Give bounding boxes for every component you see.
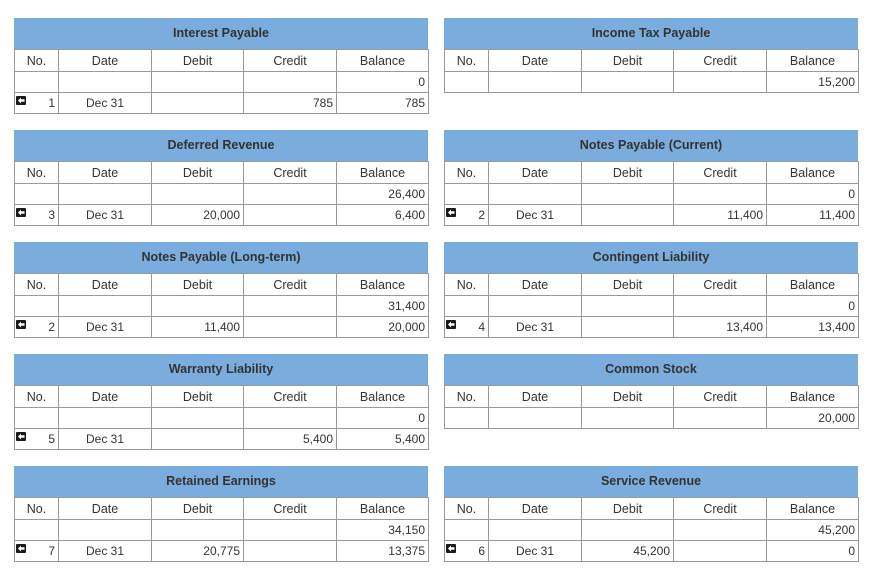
cell-balance[interactable]: 20,000 [337, 317, 429, 338]
cell-date[interactable] [489, 408, 582, 429]
column-header-date: Date [489, 50, 582, 72]
table-row [445, 296, 859, 317]
back-arrow-icon[interactable] [446, 208, 456, 217]
cell-no [15, 520, 59, 541]
column-header-balance: Balance [767, 274, 859, 296]
cell-no [445, 317, 489, 338]
table-row [15, 93, 429, 114]
cell-debit[interactable] [152, 93, 244, 114]
ledger-interest-payable [14, 18, 428, 114]
column-header-credit: Credit [244, 274, 337, 296]
cell-balance[interactable]: 26,400 [337, 184, 429, 205]
cell-date[interactable] [489, 72, 582, 93]
ledger-income-tax-payable [444, 18, 858, 93]
ledger-title: Warranty Liability [14, 354, 428, 385]
table-row [15, 408, 429, 429]
header-row [445, 162, 859, 184]
column-header-credit: Credit [674, 50, 767, 72]
cell-debit[interactable] [152, 72, 244, 93]
cell-credit[interactable] [244, 520, 337, 541]
ledger-retained-earnings [14, 466, 428, 562]
column-header-balance: Balance [767, 498, 859, 520]
cell-no [15, 72, 59, 93]
column-header-debit: Debit [152, 386, 244, 408]
cell-debit[interactable] [582, 72, 674, 93]
column-header-balance: Balance [767, 386, 859, 408]
entry-number: 4 [478, 320, 485, 334]
ledger-table [444, 161, 859, 226]
ledger-warranty-liability [14, 354, 428, 450]
cell-date[interactable] [59, 520, 152, 541]
ledger-table [14, 273, 429, 338]
column-header-no: No. [445, 274, 489, 296]
cell-credit[interactable] [244, 408, 337, 429]
ledger-table [444, 273, 859, 338]
column-header-date: Date [489, 498, 582, 520]
column-header-date: Date [489, 386, 582, 408]
cell-credit[interactable]: 5,400 [244, 429, 337, 450]
ledger-table [444, 497, 859, 562]
column-header-no: No. [445, 386, 489, 408]
cell-no [15, 205, 59, 226]
ledger-table [444, 49, 859, 93]
cell-credit[interactable] [244, 541, 337, 562]
entry-number: 2 [478, 208, 485, 222]
ledger-title: Contingent Liability [444, 242, 858, 273]
cell-no [445, 408, 489, 429]
header-row [445, 386, 859, 408]
cell-debit[interactable]: 11,400 [152, 317, 244, 338]
column-header-debit: Debit [582, 274, 674, 296]
ledger-notes-payable-long-term [14, 242, 428, 338]
column-header-date: Date [59, 386, 152, 408]
cell-credit[interactable]: 785 [244, 93, 337, 114]
ledger-table [14, 161, 429, 226]
cell-balance[interactable]: 0 [767, 296, 859, 317]
cell-date[interactable]: Dec 31 [59, 541, 152, 562]
column-header-balance: Balance [767, 50, 859, 72]
column-header-debit: Debit [152, 162, 244, 184]
cell-debit[interactable] [152, 429, 244, 450]
cell-balance[interactable]: 13,375 [337, 541, 429, 562]
entry-number: 3 [48, 208, 55, 222]
table-row [445, 205, 859, 226]
cell-balance[interactable]: 11,400 [767, 205, 859, 226]
header-row [15, 274, 429, 296]
ledger-title: Common Stock [444, 354, 858, 385]
cell-date[interactable]: Dec 31 [489, 317, 582, 338]
back-arrow-icon[interactable] [16, 544, 26, 553]
cell-debit[interactable] [152, 296, 244, 317]
column-header-date: Date [59, 498, 152, 520]
ledger-table [14, 385, 429, 450]
cell-no [15, 429, 59, 450]
cell-no [445, 184, 489, 205]
cell-no [445, 296, 489, 317]
cell-debit[interactable] [152, 408, 244, 429]
cell-debit[interactable] [152, 520, 244, 541]
column-header-no: No. [445, 50, 489, 72]
column-header-no: No. [15, 162, 59, 184]
column-header-no: No. [445, 162, 489, 184]
column-header-credit: Credit [674, 162, 767, 184]
ledger-table [444, 385, 859, 429]
cell-date[interactable]: Dec 31 [489, 541, 582, 562]
table-row [15, 205, 429, 226]
ledger-deferred-revenue [14, 130, 428, 226]
column-header-balance: Balance [337, 386, 429, 408]
ledger-title: Income Tax Payable [444, 18, 858, 49]
table-row [15, 520, 429, 541]
cell-debit[interactable] [152, 184, 244, 205]
cell-credit[interactable] [244, 205, 337, 226]
table-row [15, 541, 429, 562]
header-row [445, 274, 859, 296]
column-header-balance: Balance [767, 162, 859, 184]
column-header-date: Date [59, 274, 152, 296]
cell-balance[interactable]: 0 [337, 72, 429, 93]
ledger-title: Deferred Revenue [14, 130, 428, 161]
column-header-date: Date [59, 50, 152, 72]
column-header-no: No. [445, 498, 489, 520]
cell-no [15, 296, 59, 317]
column-header-balance: Balance [337, 498, 429, 520]
ledger-title: Notes Payable (Long-term) [14, 242, 428, 273]
cell-balance[interactable]: 0 [767, 541, 859, 562]
cell-date[interactable]: Dec 31 [59, 93, 152, 114]
table-row [15, 296, 429, 317]
column-header-balance: Balance [337, 50, 429, 72]
cell-debit[interactable] [582, 296, 674, 317]
cell-date[interactable] [59, 72, 152, 93]
cell-date[interactable]: Dec 31 [59, 317, 152, 338]
entry-number: 2 [48, 320, 55, 334]
column-header-debit: Debit [582, 162, 674, 184]
cell-no [15, 184, 59, 205]
column-header-credit: Credit [244, 50, 337, 72]
cell-date[interactable] [489, 184, 582, 205]
cell-no [445, 205, 489, 226]
column-header-debit: Debit [582, 386, 674, 408]
header-row [15, 50, 429, 72]
cell-no [15, 408, 59, 429]
cell-no [15, 317, 59, 338]
cell-no [445, 520, 489, 541]
ledger-contingent-liability [444, 242, 858, 338]
ledger-title: Service Revenue [444, 466, 858, 497]
column-header-date: Date [489, 162, 582, 184]
column-header-no: No. [15, 386, 59, 408]
column-header-date: Date [489, 274, 582, 296]
table-row [15, 72, 429, 93]
cell-date[interactable]: Dec 31 [59, 205, 152, 226]
cell-balance[interactable]: 34,150 [337, 520, 429, 541]
back-arrow-icon[interactable] [446, 544, 456, 553]
cell-balance[interactable]: 31,400 [337, 296, 429, 317]
table-row [15, 429, 429, 450]
cell-date[interactable] [59, 408, 152, 429]
cell-debit[interactable] [582, 317, 674, 338]
column-header-credit: Credit [674, 274, 767, 296]
header-row [15, 162, 429, 184]
table-row [15, 184, 429, 205]
cell-balance[interactable]: 785 [337, 93, 429, 114]
cell-credit[interactable] [674, 296, 767, 317]
cell-credit[interactable] [674, 408, 767, 429]
cell-debit[interactable] [582, 520, 674, 541]
cell-no [15, 541, 59, 562]
back-arrow-icon[interactable] [16, 320, 26, 329]
cell-credit[interactable] [674, 520, 767, 541]
cell-no [445, 72, 489, 93]
cell-credit[interactable] [244, 72, 337, 93]
cell-date[interactable]: Dec 31 [59, 429, 152, 450]
back-arrow-icon[interactable] [16, 432, 26, 441]
cell-no [15, 93, 59, 114]
table-row [15, 317, 429, 338]
column-header-credit: Credit [674, 498, 767, 520]
ledger-notes-payable-current [444, 130, 858, 226]
cell-credit[interactable] [674, 541, 767, 562]
cell-credit[interactable] [674, 72, 767, 93]
header-row [445, 50, 859, 72]
table-row [445, 408, 859, 429]
cell-credit[interactable] [244, 184, 337, 205]
cell-debit[interactable] [582, 205, 674, 226]
column-header-date: Date [59, 162, 152, 184]
cell-no [445, 541, 489, 562]
cell-date[interactable] [59, 296, 152, 317]
ledger-title: Retained Earnings [14, 466, 428, 497]
cell-debit[interactable] [582, 184, 674, 205]
ledger-title: Notes Payable (Current) [444, 130, 858, 161]
cell-balance[interactable]: 45,200 [767, 520, 859, 541]
cell-debit[interactable] [582, 408, 674, 429]
ledger-table [14, 49, 429, 114]
cell-credit[interactable] [674, 184, 767, 205]
column-header-credit: Credit [244, 386, 337, 408]
cell-credit[interactable]: 13,400 [674, 317, 767, 338]
cell-balance[interactable]: 20,000 [767, 408, 859, 429]
column-header-debit: Debit [152, 274, 244, 296]
ledger-title: Interest Payable [14, 18, 428, 49]
column-header-credit: Credit [244, 498, 337, 520]
table-row [445, 520, 859, 541]
back-arrow-icon[interactable] [446, 320, 456, 329]
cell-credit[interactable]: 11,400 [674, 205, 767, 226]
cell-date[interactable]: Dec 31 [489, 205, 582, 226]
column-header-no: No. [15, 498, 59, 520]
entry-number: 1 [48, 96, 55, 110]
ledger-table [14, 497, 429, 562]
cell-credit[interactable] [244, 296, 337, 317]
back-arrow-icon[interactable] [16, 96, 26, 105]
column-header-debit: Debit [582, 498, 674, 520]
column-header-balance: Balance [337, 274, 429, 296]
entry-number: 5 [48, 432, 55, 446]
entry-number: 7 [48, 544, 55, 558]
cell-balance[interactable]: 0 [767, 184, 859, 205]
cell-date[interactable] [489, 520, 582, 541]
column-header-debit: Debit [582, 50, 674, 72]
cell-balance[interactable]: 6,400 [337, 205, 429, 226]
cell-date[interactable] [489, 296, 582, 317]
column-header-credit: Credit [674, 386, 767, 408]
cell-debit[interactable]: 20,000 [152, 205, 244, 226]
table-row [445, 317, 859, 338]
cell-balance[interactable]: 13,400 [767, 317, 859, 338]
column-header-debit: Debit [152, 498, 244, 520]
column-header-balance: Balance [337, 162, 429, 184]
header-row [15, 498, 429, 520]
table-row [445, 72, 859, 93]
cell-balance[interactable]: 0 [337, 408, 429, 429]
column-header-no: No. [15, 50, 59, 72]
ledger-common-stock [444, 354, 858, 429]
cell-debit[interactable]: 45,200 [582, 541, 674, 562]
cell-credit[interactable] [244, 317, 337, 338]
header-row [15, 386, 429, 408]
header-row [445, 498, 859, 520]
entry-number: 6 [478, 544, 485, 558]
cell-date[interactable] [59, 184, 152, 205]
cell-balance[interactable]: 5,400 [337, 429, 429, 450]
back-arrow-icon[interactable] [16, 208, 26, 217]
table-row [445, 541, 859, 562]
ledger-service-revenue [444, 466, 858, 562]
cell-balance[interactable]: 15,200 [767, 72, 859, 93]
column-header-debit: Debit [152, 50, 244, 72]
table-row [445, 184, 859, 205]
column-header-no: No. [15, 274, 59, 296]
cell-debit[interactable]: 20,775 [152, 541, 244, 562]
column-header-credit: Credit [244, 162, 337, 184]
